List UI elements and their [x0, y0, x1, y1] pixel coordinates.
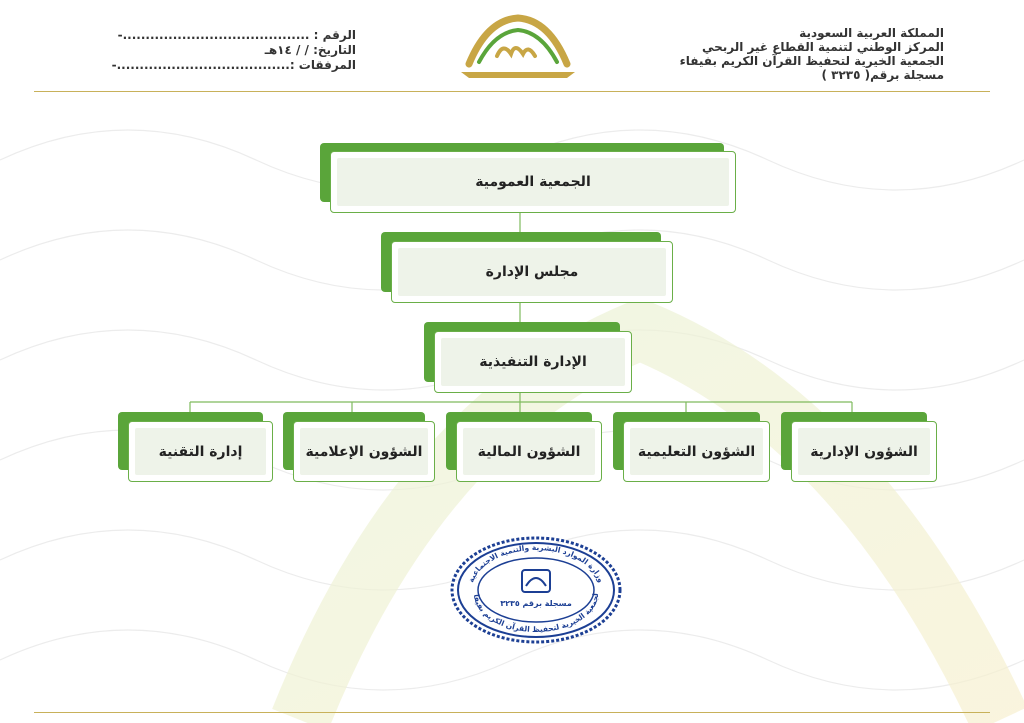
official-seal-stamp	[450, 536, 622, 644]
seal-bottom-text: لجمعية الخيرية لتحفيظ القرآن الكريم بفيفا	[471, 593, 601, 634]
node-label: إدارة التقنية	[158, 443, 243, 460]
header-line-center: المركز الوطني لتنمية القطاع غير الربحي	[701, 40, 944, 54]
node-label: الشؤون التعليمية	[637, 443, 756, 460]
node-label: الشؤون الإعلامية	[305, 443, 423, 460]
header-line-registration: مسجلة برقم( ٣٢٣٥ )	[821, 68, 944, 82]
node-dept-media	[283, 412, 435, 482]
attachments-field: المرفقات :......................................-	[111, 58, 356, 72]
header-line-country: المملكة العربية السعودية	[799, 26, 944, 40]
node-general-assembly	[320, 143, 736, 214]
node-label: الجمعية العمومية	[475, 174, 591, 190]
reference-number-field: الرقم : .........................................-	[117, 28, 356, 42]
node-label: الشؤون المالية	[477, 443, 581, 460]
node-dept-administrative	[781, 412, 937, 482]
header-line-association: الجمعية الخيرية لتحفيظ القرآن الكريم بفيفاء	[679, 54, 944, 68]
node-label: الشؤون الإدارية	[810, 443, 918, 460]
date-field: التاريخ: / / ١٤هـ	[264, 43, 356, 57]
seal-registration-text: مسجلة برقم ٣٢٣٥	[500, 599, 572, 608]
node-label: الإدارة التنفيذية	[479, 354, 587, 370]
node-dept-educational	[613, 412, 770, 482]
node-executive-management	[424, 322, 632, 393]
seal-top-text: وزارة الموارد البشرية والتنمية الاجتماعية	[466, 542, 606, 584]
node-dept-financial	[446, 412, 602, 482]
node-label: مجلس الإدارة	[485, 264, 579, 280]
node-board-of-directors	[381, 232, 673, 303]
node-dept-technology	[118, 412, 273, 482]
